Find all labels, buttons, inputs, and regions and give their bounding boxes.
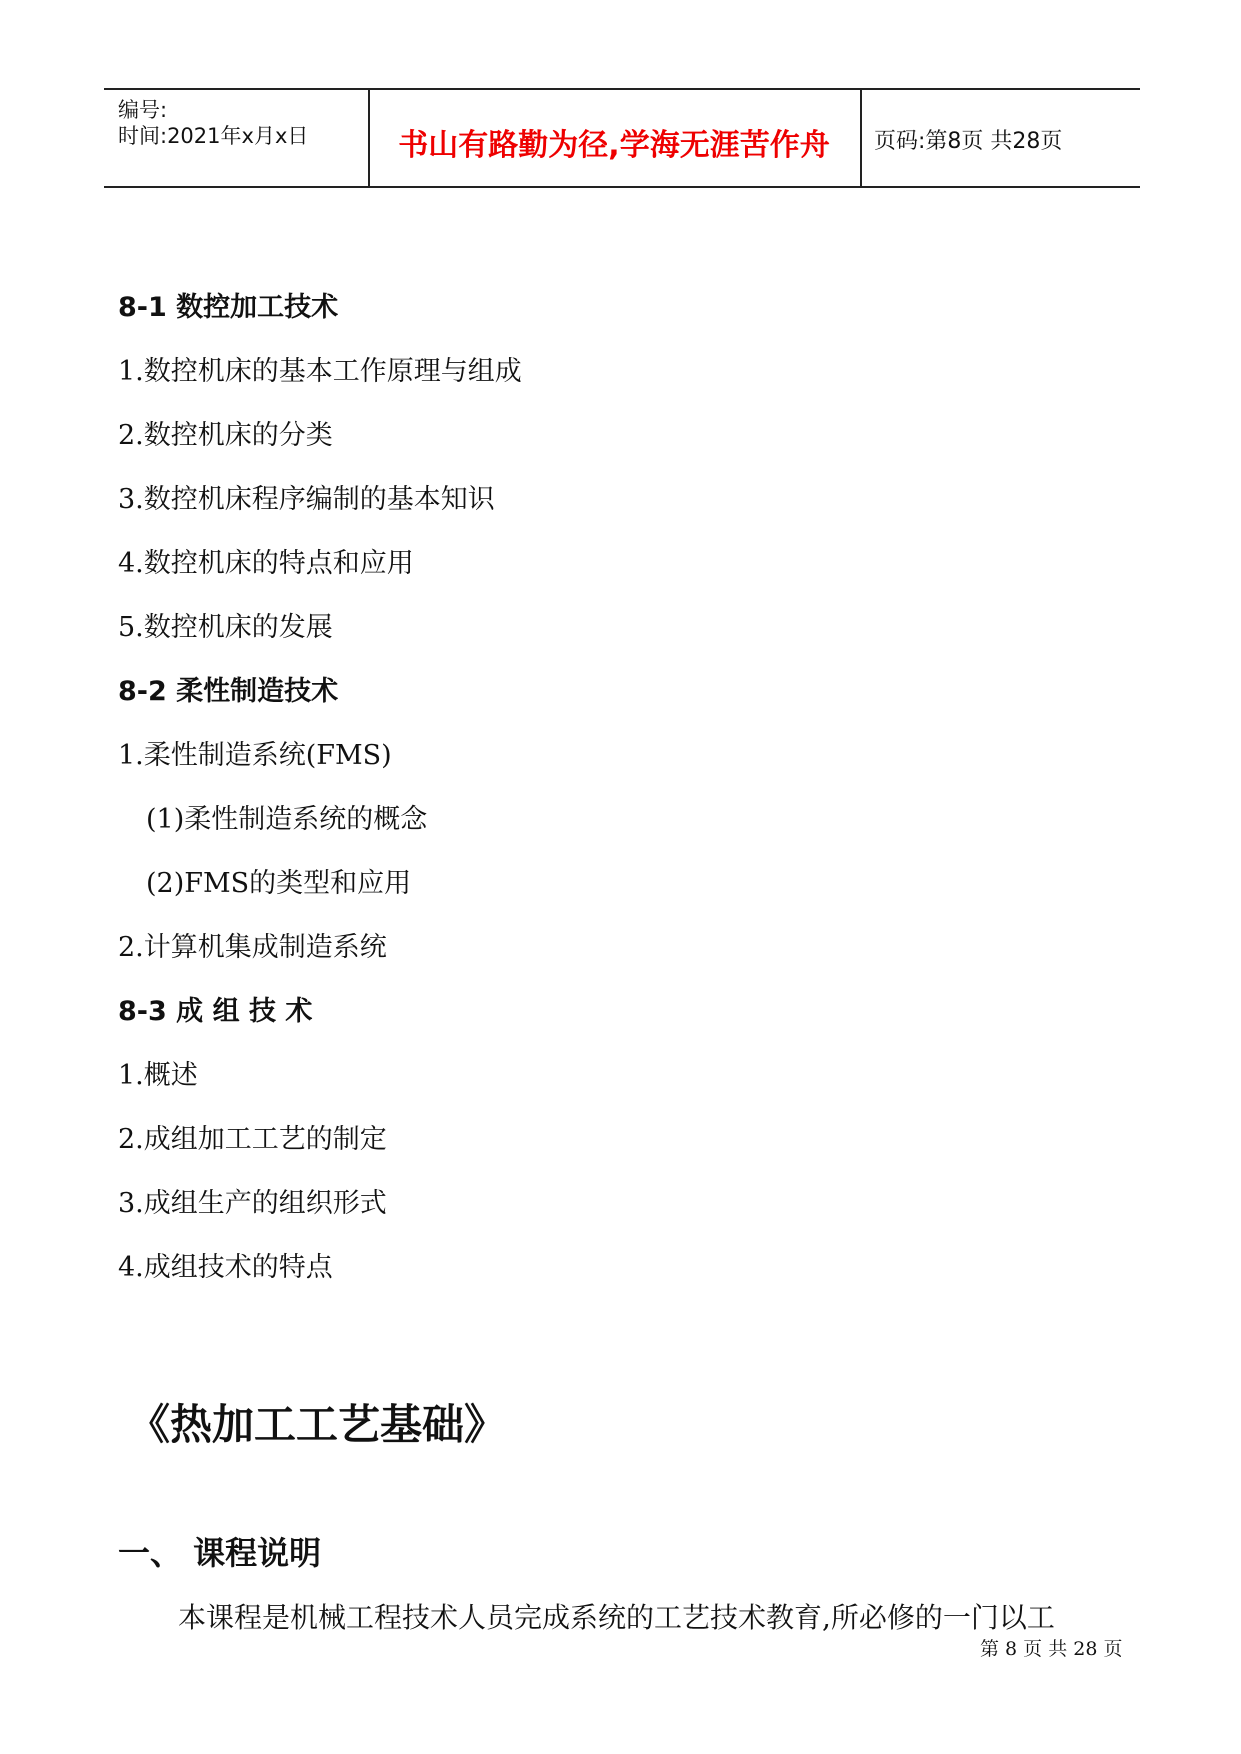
paragraph: 本课程是机械工程技术人员完成系统的工艺技术教育,所必修的一门以工 (178, 1601, 1055, 1634)
page-info: 页码:第8页 共28页 (874, 129, 1063, 154)
page-footer: 第 8 页 共 28 页 (980, 1638, 1123, 1660)
list-item: 1.数控机床的基本工作原理与组成 (118, 356, 522, 387)
time-label: 时间:2021年x月x日 (118, 124, 309, 148)
course-title: 《热加工工艺基础》 (128, 1400, 507, 1449)
section-heading: 8-3 成 组 技 术 (118, 996, 313, 1027)
list-item: 3.数控机床程序编制的基本知识 (118, 484, 495, 515)
list-item: 4.数控机床的特点和应用 (118, 548, 414, 579)
number-label: 编号: (118, 98, 168, 122)
section-heading: 8-1 数控加工技术 (118, 292, 339, 323)
motto: 书山有路勤为径,学海无涯苦作舟 (398, 128, 830, 163)
list-item: 1.概述 (118, 1060, 198, 1091)
section-heading: 8-2 柔性制造技术 (118, 676, 339, 707)
list-item: 5.数控机床的发展 (118, 612, 333, 643)
list-item: 3.成组生产的组织形式 (118, 1188, 387, 1219)
header-page-cell (862, 90, 1140, 186)
list-subitem: (2)FMS的类型和应用 (146, 868, 412, 899)
list-subitem: (1)柔性制造系统的概念 (146, 804, 428, 835)
page-header (104, 88, 1140, 188)
list-item: 1.柔性制造系统(FMS) (118, 740, 392, 771)
list-item: 2.计算机集成制造系统 (118, 932, 387, 963)
header-left-cell (104, 90, 370, 186)
list-item: 4.成组技术的特点 (118, 1252, 333, 1283)
part-heading: 一、 课程说明 (118, 1534, 322, 1572)
list-item: 2.数控机床的分类 (118, 420, 333, 451)
list-item: 2.成组加工工艺的制定 (118, 1124, 387, 1155)
header-motto-cell (368, 90, 862, 186)
